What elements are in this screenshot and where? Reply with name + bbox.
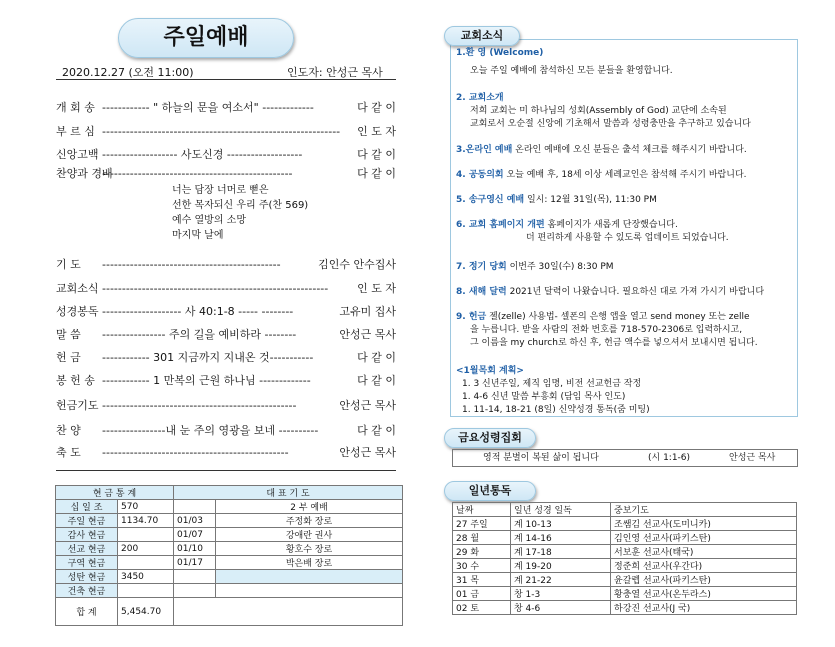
service-date: 2020.12.27 (오전 11:00) — [62, 66, 194, 79]
order-person: 다 같 이 — [357, 101, 396, 114]
order-person: 다 같 이 — [357, 167, 396, 180]
reading-passage: 창 4-6 — [511, 601, 611, 615]
offering-date: 01/10 — [174, 542, 216, 556]
offering-date — [174, 584, 216, 598]
service-leader: 인도자: 안성근 목사 — [287, 66, 383, 79]
news-text: 젤(zelle) 사용법- 셀폰의 은행 앱을 열고 send money 또는 zelle — [489, 312, 750, 322]
order-item — [56, 125, 396, 139]
news-text: 온라인 예배에 오신 분들은 출석 체크를 해주시기 바랍니다. — [515, 145, 747, 155]
plan-item: 1. 4-6 신년 말씀 부흥회 (담임 목사 인도) — [462, 392, 626, 402]
order-detail: ------------------------------------------------ — [102, 167, 293, 180]
offering-prayer: 2 부 예배 — [216, 500, 403, 514]
order-label: 기 도 — [56, 258, 81, 271]
offering-prayer — [216, 584, 403, 598]
order-detail: ---------------- 주의 길을 예비하라 -------- — [102, 328, 297, 341]
table-row — [453, 587, 797, 601]
news-item — [456, 286, 764, 298]
offering-name: 선교 현금 — [56, 542, 118, 556]
order-label: 부 르 심 — [56, 125, 95, 138]
order-item — [56, 258, 396, 272]
offering-amount: 200 — [118, 542, 174, 556]
news-text: 오늘 예배 후, 18세 이상 세례교인은 참석해 주시기 바랍니다. — [506, 170, 747, 180]
news-text: 홈페이지가 새롭게 단장했습니다. — [547, 220, 678, 230]
reading-date: 27 주일 — [453, 517, 511, 531]
table-row — [453, 559, 797, 573]
offering-date — [174, 570, 216, 584]
col-prayer: 중보기도 — [611, 503, 797, 517]
order-item — [56, 282, 396, 296]
news-item — [456, 311, 758, 349]
offering-name: 주일 현금 — [56, 514, 118, 528]
hymn-item: 너는 담장 너머로 뻗은 — [172, 185, 269, 196]
reading-passage: 계 19-20 — [511, 559, 611, 573]
news-item — [456, 261, 614, 273]
order-detail: --------------------------------------------------------- — [102, 282, 329, 295]
order-label: 신앙고백 — [56, 148, 99, 161]
news-line: 더 편리하게 사용할 수 있도록 업데이트 되었습니다. — [526, 233, 729, 243]
order-detail: ------------------- 사도신경 ------------------- — [102, 148, 303, 161]
offering-name: 감사 현금 — [56, 528, 118, 542]
news-head: 8. 새해 달력 — [456, 287, 507, 297]
order-person: 고유미 집사 — [339, 305, 396, 318]
table-row — [453, 531, 797, 545]
offering-prayer: 주정화 장로 — [216, 514, 403, 528]
news-item — [456, 194, 657, 206]
offering-header: 현 금 통 계 — [56, 486, 174, 500]
divider — [56, 79, 396, 80]
table-row — [56, 584, 403, 598]
news-head: 4. 공동의회 — [456, 170, 504, 180]
order-label: 봉 헌 송 — [56, 374, 95, 387]
offering-name: 성탄 현금 — [56, 570, 118, 584]
order-detail: ------------------------------------------------- — [102, 399, 297, 412]
monthly-plan — [456, 365, 650, 416]
table-row — [56, 542, 403, 556]
order-label: 찬 양 — [56, 424, 81, 437]
offering-table — [55, 485, 403, 626]
order-item — [56, 101, 396, 115]
news-head: 9. 헌금 — [456, 312, 487, 322]
hymn-item: 선한 목자되신 우리 주(찬 569) — [172, 200, 309, 211]
order-label: 찬양과 경배 — [56, 167, 113, 180]
reading-prayer: 서보훈 선교사(태국) — [611, 545, 797, 559]
order-person: 다 같 이 — [357, 374, 396, 387]
table-row — [56, 570, 403, 584]
reading-prayer: 정준희 선교사(우간다) — [611, 559, 797, 573]
order-person: 다 같 이 — [357, 351, 396, 364]
order-label: 교회소식 — [56, 282, 99, 295]
order-label: 헌금기도 — [56, 399, 99, 412]
hymn-item: 예수 열방의 소망 — [172, 215, 246, 226]
news-item — [456, 144, 747, 156]
news-head: 7. 정기 당회 — [456, 262, 507, 272]
reading-passage: 계 14-16 — [511, 531, 611, 545]
offering-name: 구역 현금 — [56, 556, 118, 570]
order-detail: ------------------------------------------------------------ — [102, 125, 341, 138]
news-item — [456, 92, 751, 130]
news-head: 2. 교회소개 — [456, 93, 504, 103]
offering-amount: 1134.70 — [118, 514, 174, 528]
news-head: 6. 교회 홈페이지 개편 — [456, 220, 545, 230]
order-item — [56, 167, 396, 181]
news-item — [456, 47, 673, 77]
order-detail: ------------ 301 지금까지 지내온 것----------- — [102, 351, 314, 364]
news-head: 1.환 영 (Welcome) — [456, 48, 544, 58]
col-reading: 일년 성경 일독 — [511, 503, 611, 517]
order-detail: -------------------- 사 40:1-8 ----- -------- — [102, 305, 294, 318]
page-title: 주일예배 — [118, 18, 294, 58]
bible-reading-table — [452, 502, 797, 615]
order-person: 안성근 목사 — [339, 328, 396, 341]
news-line: 오늘 주일 예배에 참석하신 모든 분들을 환영합니다. — [470, 66, 673, 76]
friday-row — [452, 449, 798, 467]
reading-date: 30 수 — [453, 559, 511, 573]
offering-name: 건축 현금 — [56, 584, 118, 598]
reading-date: 29 화 — [453, 545, 511, 559]
empty-cell — [174, 598, 403, 626]
reading-date: 28 월 — [453, 531, 511, 545]
reading-prayer: 조쌤김 선교사(도미니카) — [611, 517, 797, 531]
news-line: 교회로서 오순절 신앙에 기초해서 말씀과 성령충만을 추구하고 있습니다 — [470, 119, 751, 129]
offering-name: 십 일 조 — [56, 500, 118, 514]
order-item — [56, 148, 396, 162]
offering-prayer: 강애란 권사 — [216, 528, 403, 542]
reading-passage: 창 1-3 — [511, 587, 611, 601]
reading-date: 31 목 — [453, 573, 511, 587]
friday-sermon: 영적 분별이 복된 삶이 됩니다 — [483, 453, 599, 463]
col-date: 날짜 — [453, 503, 511, 517]
friday-ref: (시 1:1-6) — [648, 453, 691, 463]
bible-reading-title: 일년통독 — [444, 481, 536, 501]
news-head: 5. 송구영신 예배 — [456, 195, 525, 205]
order-label: 개 회 송 — [56, 101, 95, 114]
order-item — [56, 374, 396, 388]
news-head: 3.온라인 예배 — [456, 145, 513, 155]
prayer-header: 대 표 기 도 — [174, 486, 403, 500]
news-text: 2021년 달력이 나왔습니다. 필요하신 대로 가져 가시기 바랍니다 — [509, 287, 765, 297]
table-row — [56, 500, 403, 514]
reading-date: 02 토 — [453, 601, 511, 615]
friday-preacher: 안성근 목사 — [729, 453, 776, 463]
offering-prayer — [216, 570, 403, 584]
plan-head: <1월목회 계획> — [456, 366, 524, 376]
reading-prayer: 김인영 선교사(파키스탄) — [611, 531, 797, 545]
reading-prayer: 윤갈렙 선교사(파키스탄) — [611, 573, 797, 587]
total-amount: 5,454.70 — [118, 598, 174, 626]
offering-amount: 3450 — [118, 570, 174, 584]
order-item — [56, 305, 396, 319]
divider — [56, 470, 396, 471]
offering-date — [174, 500, 216, 514]
offering-date: 01/07 — [174, 528, 216, 542]
order-detail: ------------ " 하늘의 문을 여소서" ------------- — [102, 101, 314, 114]
news-line: 그 이름을 my church로 하신 후, 헌금 액수를 넣으셔서 보내시면 됩니다. — [470, 338, 758, 348]
order-detail: ----------------------------------------------- — [102, 446, 289, 459]
news-item — [456, 169, 747, 181]
order-person: 다 같 이 — [357, 148, 396, 161]
friday-title: 금요성령집회 — [444, 428, 536, 448]
reading-passage: 계 17-18 — [511, 545, 611, 559]
offering-amount: 570 — [118, 500, 174, 514]
offering-amount — [118, 528, 174, 542]
reading-prayer: 황충열 선교사(온두라스) — [611, 587, 797, 601]
order-label: 헌 금 — [56, 351, 81, 364]
hymn-item: 마지막 날에 — [172, 230, 224, 241]
table-row — [453, 573, 797, 587]
order-label: 축 도 — [56, 446, 81, 459]
order-item — [56, 328, 396, 342]
news-line: 저희 교회는 미 하나님의 성회(Assembly of God) 교단에 소속된 — [470, 106, 727, 116]
order-item — [56, 399, 396, 413]
plan-item: 1. 3 신년주일, 제직 임명, 비전 선교헌금 작정 — [462, 379, 642, 389]
order-item — [56, 351, 396, 365]
offering-date: 01/03 — [174, 514, 216, 528]
order-label: 말 씀 — [56, 328, 81, 341]
total-label: 합 계 — [56, 598, 118, 626]
reading-date: 01 금 — [453, 587, 511, 601]
news-title: 교회소식 — [444, 26, 520, 46]
order-detail: ----------------내 눈 주의 영광을 보네 ---------- — [102, 424, 319, 437]
table-row — [56, 528, 403, 542]
table-row — [56, 514, 403, 528]
order-person: 인 도 자 — [357, 282, 396, 295]
reading-passage: 계 10-13 — [511, 517, 611, 531]
table-row — [56, 556, 403, 570]
offering-prayer: 황호수 장로 — [216, 542, 403, 556]
order-person: 안성근 목사 — [339, 446, 396, 459]
news-text: 이번주 30일(수) 8:30 PM — [509, 262, 614, 272]
news-line: 을 누릅니다. 받을 사람의 전화 번호를 718-570-2306로 입력하시고, — [470, 325, 743, 335]
reading-prayer: 하강진 선교사(J 국) — [611, 601, 797, 615]
order-label: 성경봉독 — [56, 305, 99, 318]
order-detail: --------------------------------------------- — [102, 258, 281, 271]
news-item — [456, 219, 729, 244]
reading-passage: 계 21-22 — [511, 573, 611, 587]
news-text: 일시: 12월 31일(목), 11:30 PM — [527, 195, 657, 205]
order-item — [56, 446, 396, 460]
order-person: 다 같 이 — [357, 424, 396, 437]
order-person: 김인수 안수집사 — [318, 258, 396, 271]
order-detail: ------------ 1 만복의 근원 하나님 ------------- — [102, 374, 311, 387]
table-row — [453, 517, 797, 531]
plan-item: 1. 11-14, 18-21 (8일) 신약성경 통독(줌 미팅) — [462, 405, 650, 415]
offering-prayer: 박은배 장로 — [216, 556, 403, 570]
table-row — [453, 545, 797, 559]
order-person: 안성근 목사 — [339, 399, 396, 412]
order-person: 인 도 자 — [357, 125, 396, 138]
table-row — [453, 601, 797, 615]
offering-amount — [118, 556, 174, 570]
offering-amount — [118, 584, 174, 598]
offering-date: 01/17 — [174, 556, 216, 570]
order-item — [56, 424, 396, 438]
